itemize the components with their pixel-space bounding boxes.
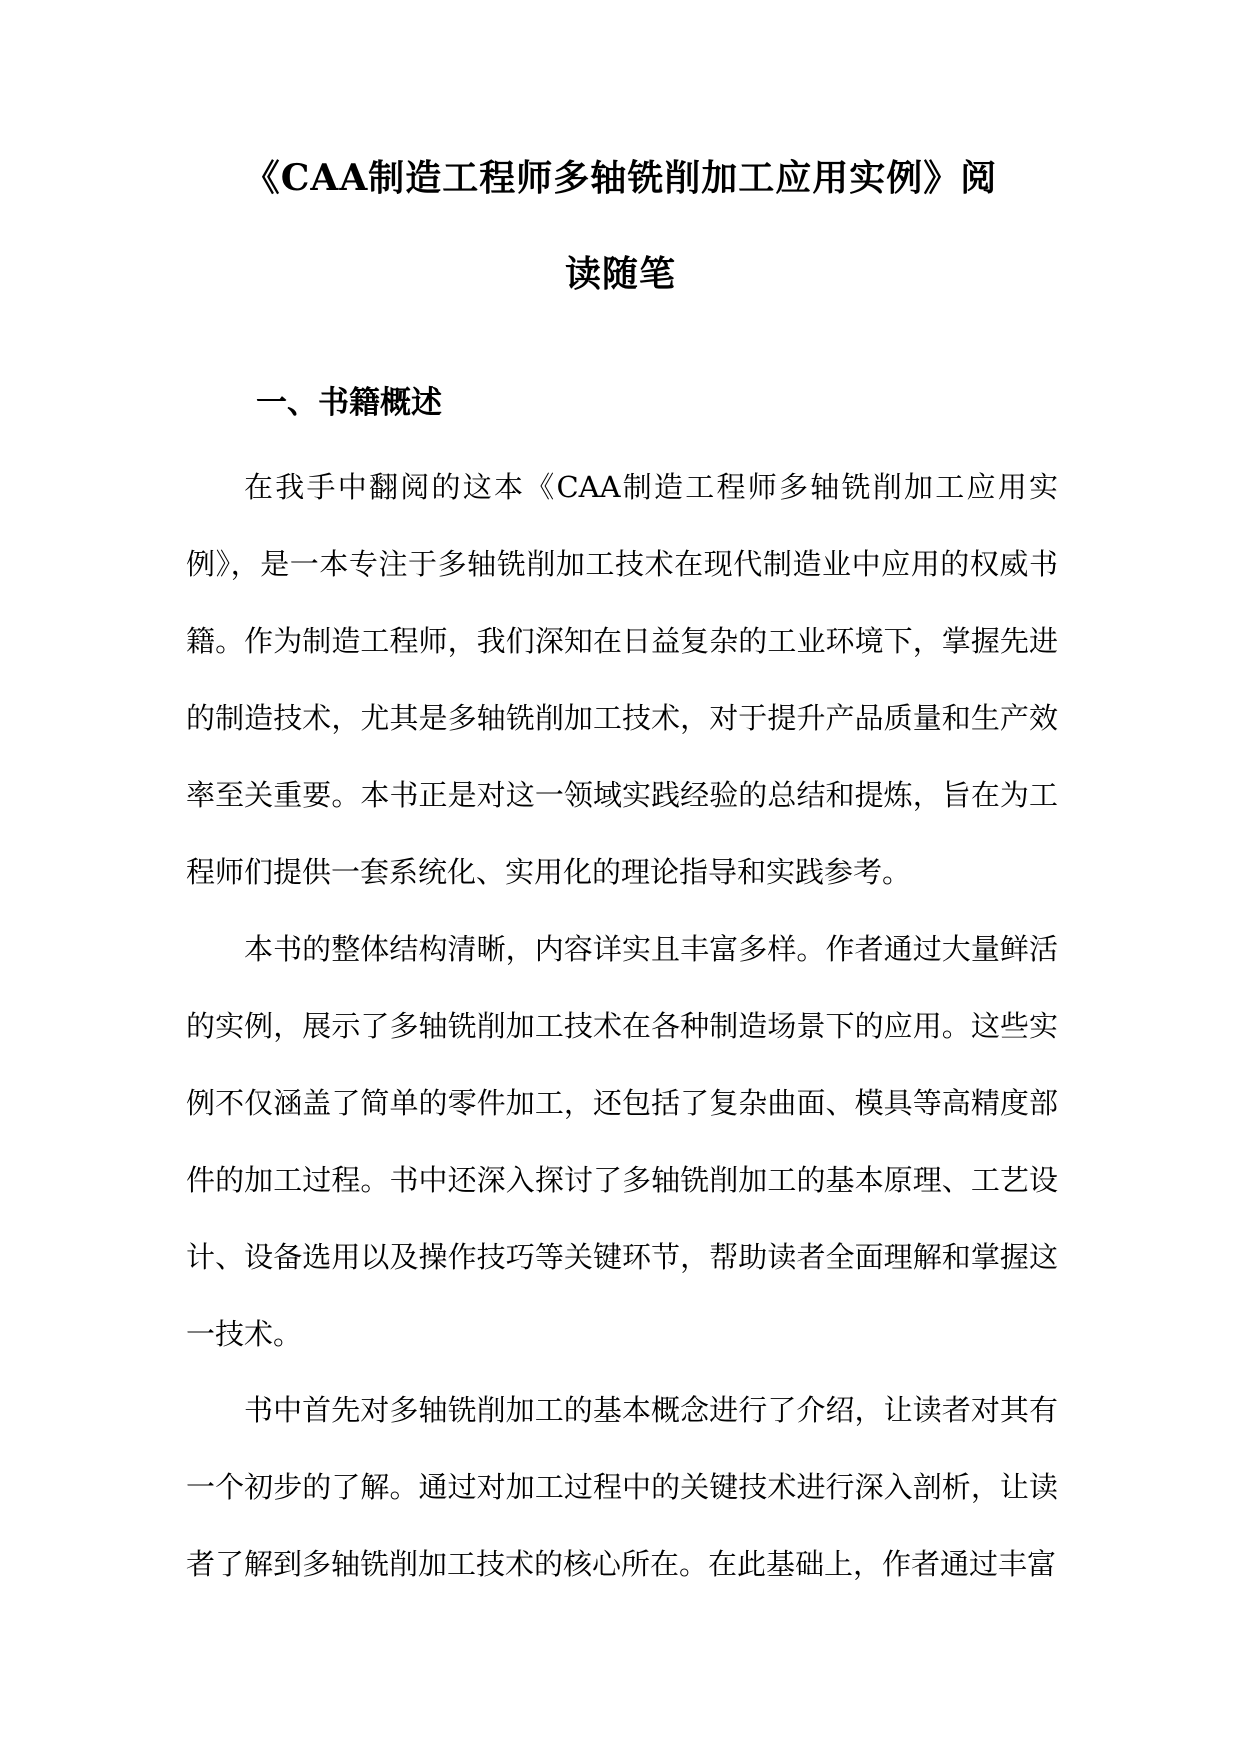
section-heading: 一、书籍概述 [256, 385, 442, 421]
document-title-line-2: 读随笔 [564, 253, 676, 295]
paragraph-3: 书中首先对多轴铣削加工的基本概念进行了介绍，让读者对其有一个初步的了解。通过对加工过程中的关键技术进行深入剖析，让读者了解到多轴铣削加工技术的核心所在。在此基础上，作者通过丰富 [186, 1393, 1058, 1581]
paragraph-1: 在我手中翻阅的这本《CAA制造工程师多轴铣削加工应用实例》，是一本专注于多轴铣削加工技术在现代制造业中应用的权威书籍。作为制造工程师，我们深知在日益复杂的工业环境下，掌握先进的制造技术，尤其是多轴铣削加工技术，对于提升产品质量和生产效率至关重要。本书正是对这一领域实践经验的总结和提炼，旨在为工程师们提供一套系统化、实用化的理论指导和实践参考。 [186, 470, 1058, 889]
document-title-line-1: 《CAA制造工程师多轴铣削加工应用实例》阅 [243, 157, 998, 199]
paragraph-2: 本书的整体结构清晰，内容详实且丰富多样。作者通过大量鲜活的实例，展示了多轴铣削加工技术在各种制造场景下的应用。这些实例不仅涵盖了简单的零件加工，还包括了复杂曲面、模具等高精度部件的加工过程。书中还深入探讨了多轴铣削加工的基本原理、工艺设计、设备选用以及操作技巧等关键环节，帮助读者全面理解和掌握这一技术。 [186, 932, 1058, 1351]
